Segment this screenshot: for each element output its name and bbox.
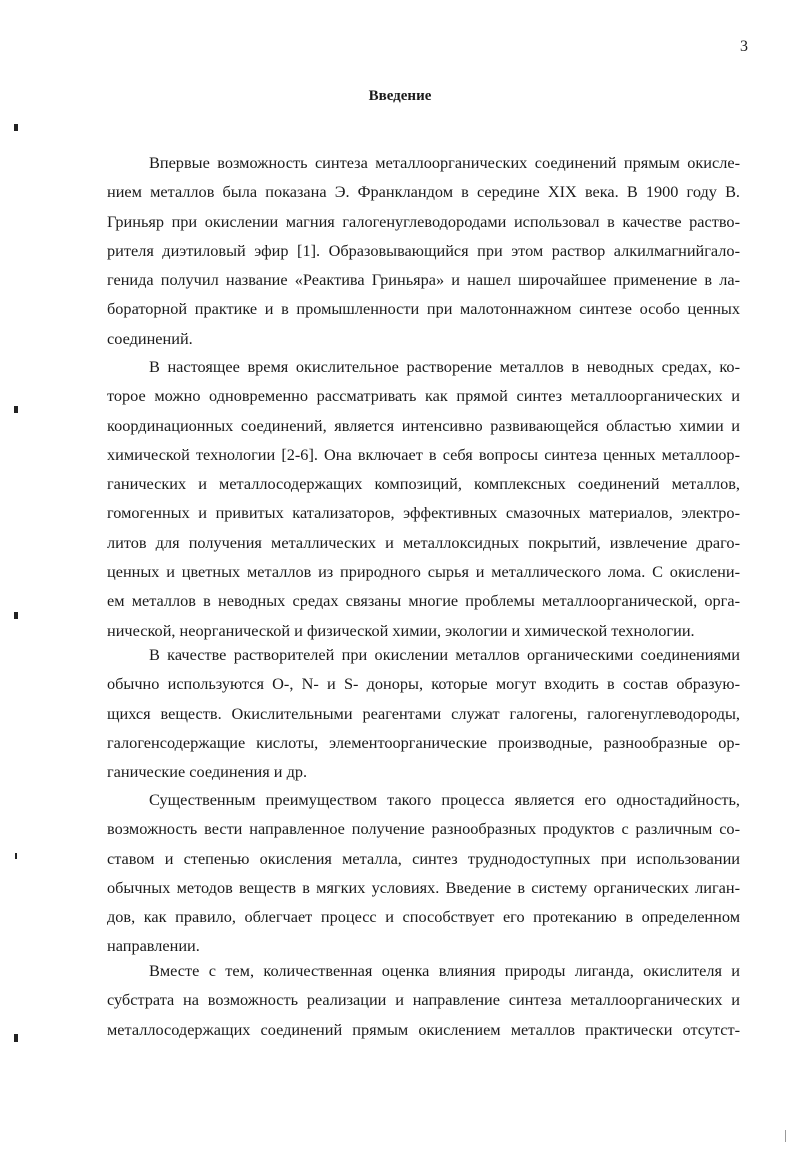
text-line: соединений.: [107, 328, 193, 348]
text-line: металлосодержащих соединений прямым окислением металлов практически отсутст-: [107, 1019, 740, 1039]
text-line: обычно используются О-, N- и S- доноры, которые могут входить в состав образую-: [107, 674, 740, 694]
scan-mark: [14, 1034, 18, 1042]
text-line: ценных и цветных металлов из природного сырья и металлического лома. С окислени-: [107, 562, 740, 582]
paragraph-5: [107, 956, 740, 1044]
text-line: торое можно одновременно рассматривать как прямой синтез металлоорганических и: [107, 386, 740, 406]
text-line: рителя диэтиловый эфир [1]. Образовывающийся при этом раствор алкилмагнийгало-: [107, 240, 740, 260]
text-line: ганические соединения и др.: [107, 762, 308, 782]
text-line: химической технологии [2-6]. Она включает в себя вопросы синтеза ценных металлоор-: [107, 444, 740, 464]
text-line: возможность вести направленное получение разнообразных продуктов с различным со-: [107, 819, 740, 839]
text-line: нием металлов была показана Э. Франкландом в середине XIX века. В 1900 году В.: [107, 182, 740, 202]
text-line: ганических и металлосодержащих композиций, комплексных соединений металлов,: [107, 474, 740, 494]
text-line: Впервые возможность синтеза металлоорганических соединений прямым окисле-: [149, 153, 740, 172]
text-line: В настоящее время окислительное растворение металлов в неводных средах, ко-: [149, 357, 740, 376]
paragraph-1: [107, 148, 740, 353]
text-line: координационных соединений, является интенсивно развивающейся областью химии и: [107, 415, 740, 435]
text-line: Гриньяр при окислении магния галогенуглеводородами использовал в качестве раство-: [107, 211, 740, 231]
text-line: ставом и степенью окисления металла, синтез труднодоступных при использовании: [107, 848, 740, 868]
text-line: нической, неорганической и физической химии, экологии и химической технологии.: [107, 620, 695, 640]
text-line: направлении.: [107, 936, 200, 956]
page-number: 3: [740, 38, 748, 55]
text-line: гомогенных и привитых катализаторов, эффективных смазочных материалов, электро-: [107, 503, 740, 523]
scan-mark: [14, 612, 18, 619]
paragraph-2: [107, 352, 740, 645]
section-heading: Введение: [368, 88, 432, 104]
text-line: литов для получения металлических и металлоксидных покрытий, извлечение драго-: [107, 532, 740, 552]
scan-mark: [14, 124, 18, 131]
text-line: Существенным преимуществом такого процесса является его одностадийность,: [149, 790, 740, 809]
text-line: обычных методов веществ в мягких условиях. Введение в систему органических лиган-: [107, 877, 740, 897]
text-line: щихся веществ. Окислительными реагентами служат галогены, галогенуглеводороды,: [107, 703, 740, 723]
scan-mark: [785, 1130, 786, 1142]
scan-mark: [14, 406, 18, 413]
paragraph-3: [107, 640, 740, 786]
text-line: субстрата на возможность реализации и направление синтеза металлоорганических и: [107, 990, 740, 1010]
paragraph-4: [107, 785, 740, 961]
scan-mark: [15, 853, 17, 859]
text-line: Вместе с тем, количественная оценка влияния природы лиганда, окислителя и: [149, 961, 740, 980]
text-line: бораторной практике и в промышленности при малотоннажном синтезе особо ценных: [107, 299, 740, 319]
text-line: В качестве растворителей при окислении металлов органическими соединениями: [149, 645, 740, 664]
text-line: генида получил название «Реактива Гриньяра» и нашел широчайшее применение в ла-: [107, 270, 740, 290]
text-line: ем металлов в неводных средах связаны многие проблемы металлоорганической, орга-: [107, 591, 740, 611]
text-line: дов, как правило, облегчает процесс и способствует его протеканию в определенном: [107, 907, 740, 927]
text-line: галогенсодержащие кислоты, элементоорганические производные, разнообразные ор-: [107, 732, 740, 752]
